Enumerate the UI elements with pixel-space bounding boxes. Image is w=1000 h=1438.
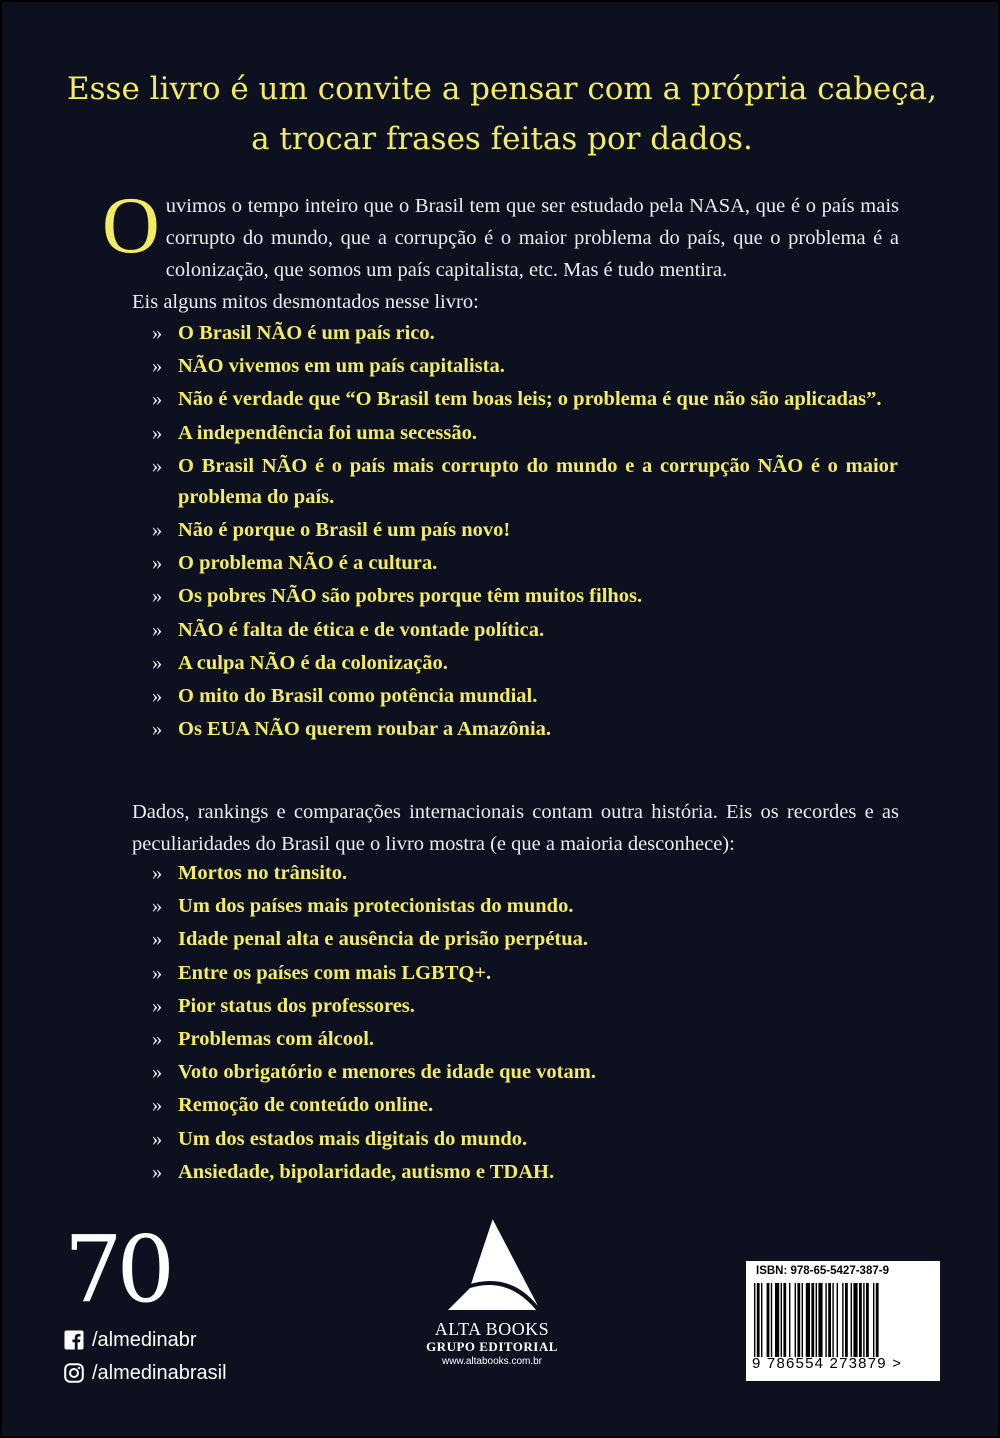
- bullet-mark: »: [152, 421, 163, 444]
- bullet-mark: »: [152, 454, 163, 477]
- isbn-label: ISBN: 978-65-5427-387-9: [756, 1265, 889, 1277]
- barcode-bar: [767, 1283, 770, 1357]
- bullet-mark: »: [152, 961, 163, 984]
- bullet-mark: »: [152, 355, 163, 378]
- record-text: Entre os países com mais LGBTQ+.: [178, 961, 492, 984]
- record-text: Remoção de conteúdo online.: [178, 1094, 434, 1117]
- record-item: [152, 924, 898, 955]
- myth-text: Não é verdade que “O Brasil tem boas leis; o problema é que não são aplicadas”.: [178, 388, 882, 411]
- record-text: Pior status dos professores.: [178, 994, 415, 1017]
- bullet-mark: »: [152, 928, 163, 951]
- bullet-mark: »: [152, 895, 163, 918]
- barcode-bar: [802, 1283, 803, 1357]
- myth-item: [152, 681, 898, 712]
- barcode-bar: [806, 1283, 810, 1357]
- barcode-bar: [837, 1283, 838, 1357]
- barcode-bar: [795, 1283, 796, 1357]
- barcode-bar: [781, 1283, 782, 1357]
- myth-text: Os pobres NÃO são pobres porque têm muitos filhos.: [178, 585, 643, 608]
- barcode-bar: [859, 1283, 862, 1357]
- barcode-bar: [842, 1283, 843, 1357]
- drop-cap: O: [102, 182, 160, 270]
- myths-intro: Eis alguns mitos desmontados nesse livro:: [132, 291, 479, 313]
- records-list: [152, 858, 898, 1190]
- barcode-bar: [816, 1283, 817, 1357]
- myth-item: [152, 515, 898, 546]
- barcode-bar: [789, 1283, 790, 1357]
- myth-item: [152, 648, 898, 679]
- myth-item: [152, 418, 898, 449]
- barcode-bar: [811, 1283, 814, 1357]
- imprint-logo-70: 70: [64, 1216, 170, 1323]
- bullet-mark: »: [152, 322, 163, 344]
- myth-text: O Brasil NÃO é um país rico.: [178, 322, 435, 344]
- instagram-handle: /almedinabrasil: [92, 1362, 227, 1384]
- bullet-mark: »: [152, 684, 163, 707]
- record-text: Um dos países mais protecionistas do mundo.: [178, 895, 574, 918]
- myth-item: [152, 384, 898, 415]
- myths-list: [152, 318, 898, 747]
- barcode-bar: [845, 1283, 848, 1357]
- instagram-link[interactable]: [64, 1361, 227, 1385]
- myth-item: [152, 714, 898, 745]
- barcode-bars: [754, 1283, 932, 1357]
- myth-text: Os EUA NÃO querem roubar a Amazônia.: [178, 718, 552, 741]
- record-item: [152, 1024, 898, 1055]
- record-text: Idade penal alta e ausência de prisão perpétua.: [178, 928, 589, 951]
- bullet-mark: »: [152, 1094, 163, 1117]
- barcode-bar: [863, 1283, 864, 1357]
- barcode-bar: [757, 1283, 760, 1357]
- intro-text: uvimos o tempo inteiro que o Brasil tem que ser estudado pela NASA, que é o país mais corrupto do mundo, que a corrupção é o maior problema do país, que o problema é a colonização, que somos um país capitalista, etc. Mas é tudo mentira.: [165, 195, 899, 281]
- record-item: [152, 1057, 898, 1088]
- barcode-bar: [828, 1283, 831, 1357]
- barcode-bar: [775, 1283, 779, 1357]
- bullet-mark: »: [152, 1027, 163, 1050]
- publisher-url: www.altabooks.com.br: [441, 1356, 543, 1367]
- myth-text: O mito do Brasil como potência mundial.: [178, 684, 538, 707]
- barcode-bar: [866, 1283, 869, 1357]
- barcode-bar: [825, 1283, 826, 1357]
- record-item: [152, 991, 898, 1022]
- barcode-bar: [761, 1283, 762, 1357]
- barcode-bar: [832, 1283, 833, 1357]
- myth-item: [152, 581, 898, 612]
- record-text: Voto obrigatório e menores de idade que votam.: [178, 1061, 596, 1084]
- barcode: [746, 1261, 940, 1381]
- facebook-handle: /almedinabr: [92, 1329, 197, 1351]
- myth-item: [152, 548, 898, 579]
- record-text: Ansiedade, bipolaridade, autismo e TDAH.: [178, 1160, 555, 1183]
- bullet-mark: »: [152, 518, 163, 541]
- publisher-name: ALTA BOOKS: [434, 1319, 550, 1339]
- myth-item: [152, 451, 898, 513]
- record-text: Um dos estados mais digitais do mundo.: [178, 1127, 528, 1150]
- myth-text: NÃO vivemos em um país capitalista.: [178, 355, 505, 378]
- bullet-mark: »: [152, 862, 163, 884]
- myth-text: A independência foi uma secessão.: [178, 421, 477, 444]
- myth-text: A culpa NÃO é da colonização.: [178, 651, 448, 674]
- myth-text: Não é porque o Brasil é um país novo!: [178, 518, 511, 541]
- record-text: Mortos no trânsito.: [178, 862, 348, 884]
- record-item: [152, 1124, 898, 1155]
- facebook-link[interactable]: [64, 1328, 197, 1352]
- bullet-mark: »: [152, 1160, 163, 1183]
- barcode-bar: [851, 1283, 852, 1357]
- bullet-mark: »: [152, 585, 163, 608]
- myth-text: O problema NÃO é a cultura.: [178, 552, 438, 575]
- myth-text: NÃO é falta de ética e de vontade política.: [178, 618, 545, 641]
- publisher-subtitle: GRUPO EDITORIAL: [426, 1339, 558, 1354]
- bullet-mark: »: [152, 1127, 163, 1150]
- record-item: [152, 891, 898, 922]
- intro-paragraph: [102, 182, 899, 286]
- record-item: [152, 958, 898, 989]
- headline: Esse livro é um convite a pensar com a própria cabeça, a trocar frases feitas por dados.: [67, 71, 937, 157]
- publisher-logo: [412, 1214, 572, 1369]
- bullet-mark: »: [152, 718, 163, 741]
- barcode-bar: [876, 1283, 879, 1357]
- bullet-mark: »: [152, 618, 163, 641]
- barcode-bar: [818, 1283, 822, 1357]
- bullet-mark: »: [152, 552, 163, 575]
- barcode-digits: 9 786554 273879 >: [752, 1355, 903, 1372]
- myth-item: [152, 351, 898, 382]
- record-item: [152, 1090, 898, 1121]
- barcode-bar: [873, 1283, 874, 1357]
- bullet-mark: »: [152, 388, 163, 411]
- myth-item: [152, 318, 898, 349]
- record-item: [152, 1157, 898, 1188]
- bullet-mark: »: [152, 994, 163, 1017]
- myth-item: [152, 615, 898, 646]
- record-item: [152, 858, 898, 889]
- myth-text: O Brasil NÃO é o país mais corrupto do mundo e a corrupção NÃO é o maior problema do país.: [178, 454, 898, 508]
- facebook-icon: [64, 1330, 84, 1350]
- bullet-mark: »: [152, 651, 163, 674]
- barcode-bar: [783, 1283, 786, 1357]
- barcode-bar: [853, 1283, 857, 1357]
- instagram-icon: [64, 1363, 84, 1383]
- barcode-bar: [797, 1283, 800, 1357]
- barcode-bar: [771, 1283, 772, 1357]
- record-text: Problemas com álcool.: [178, 1027, 375, 1050]
- bullet-mark: »: [152, 1061, 163, 1084]
- alta-books-triangle-icon: [440, 1214, 544, 1314]
- barcode-bar: [754, 1283, 755, 1357]
- records-intro: Dados, rankings e comparações internacionais contam outra história. Eis os recordes e as peculiaridades do Brasil que o livro mostra (e que a maioria desconhece):: [132, 801, 899, 855]
